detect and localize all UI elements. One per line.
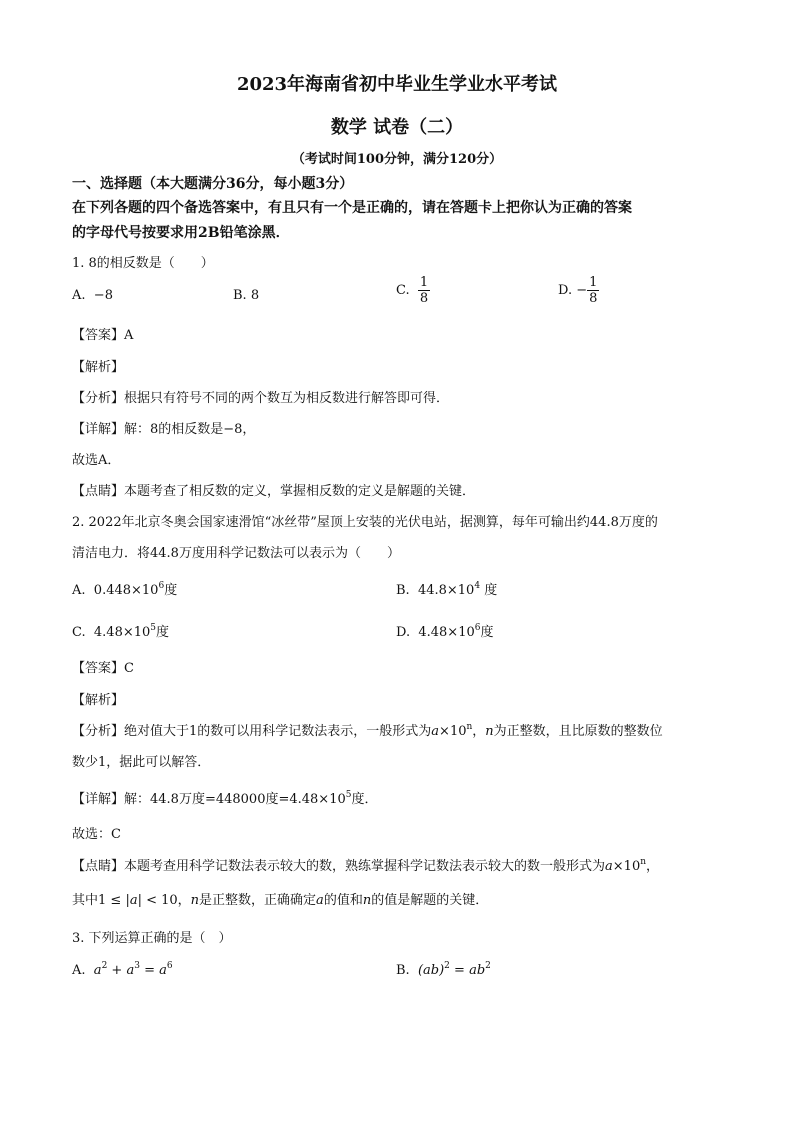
q2-option-c-base: 4.48×10	[93, 625, 151, 640]
q2-option-c-label: C.	[72, 625, 86, 640]
q3-option-b-exp1: 2	[444, 961, 450, 971]
q2-option-b-unit: 度	[484, 583, 498, 598]
q1-option-b	[233, 288, 259, 303]
q3-option-a-exp3: 6	[166, 961, 173, 971]
q2-fenxi-times: ×10	[439, 724, 467, 739]
q2-answer: 【答案】C	[72, 661, 134, 676]
section-instruction-line1: 在下列各题的四个备选答案中，有且只有一个是正确的，请在答题卡上把你认为正确的答案	[72, 200, 632, 216]
exam-title: 2023年海南省初中毕业生学业水平考试	[236, 74, 558, 95]
q1-remark: 【点睛】本题考查了相反数的定义，掌握相反数的定义是解题的关键．	[72, 484, 476, 499]
q2-fenxi-var-n: n	[485, 724, 494, 739]
q2-detail-unit: 度．	[351, 792, 378, 807]
q1-option-b-text: 8	[250, 288, 260, 303]
q1-option-b-label: B.	[233, 288, 247, 303]
q1-option-a-text: −8	[93, 288, 113, 303]
q2-option-d-exponent: 6	[474, 623, 481, 633]
q2-remark-line2	[72, 889, 488, 908]
q1-choice: 故选A．	[72, 453, 121, 468]
q3-option-b-equals: =	[449, 963, 470, 978]
exam-info: （考试时间100分钟，满分120分）	[291, 152, 503, 167]
q2-remark-var-n2: n	[362, 893, 372, 908]
q1-option-d	[558, 275, 599, 306]
q2-option-d-base: 4.48×10	[418, 625, 475, 640]
q3-option-a-label: A.	[72, 963, 86, 978]
q1-option-d-sign: −	[576, 283, 588, 298]
q2-stem-line2: 清洁电力．将44.8万度用科学记数法可以表示为（ ）	[72, 546, 400, 561]
q1-analysis-tag: 【解析】	[72, 360, 125, 375]
q3-option-a-exp1: 2	[101, 961, 108, 971]
q1-detail: 【详解】解：8的相反数是−8，	[72, 422, 256, 437]
exam-subtitle: 数学 试卷（二）	[330, 117, 464, 138]
q1-option-c-label: C.	[396, 283, 410, 298]
q2-stem-line1: 2. 2022年北京冬奥会国家速滑馆“冰丝带”屋顶上安装的光伏电站，据测算，每年可输出约44.8万度的	[72, 515, 658, 530]
q2-remark-var-a2: a	[316, 893, 324, 908]
q2-remark-line1	[72, 855, 659, 874]
q2-fenxi-text: 【分析】绝对值大于1的数可以用科学记数法表示，一般形式为	[72, 724, 432, 739]
q3-option-b-label: B.	[396, 963, 410, 978]
q2-remark-abs-a: |a|	[125, 893, 142, 908]
q2-fenxi-exp-n: n	[466, 722, 473, 732]
q2-remark-text2: 是正整数，正确确定	[199, 893, 317, 908]
q1-option-d-numerator: 1	[589, 275, 598, 290]
q2-option-a-unit: 度	[164, 583, 178, 598]
q2-option-c-unit: 度	[156, 625, 170, 640]
q2-fenxi-line2: 数少1，据此可以解答．	[72, 755, 211, 770]
q1-answer: 【答案】A	[72, 328, 134, 343]
q1-option-c-numerator: 1	[419, 275, 429, 290]
q2-option-a-exponent: 6	[158, 581, 165, 591]
q1-option-d-label: D.	[558, 283, 573, 298]
q1-option-d-fraction	[587, 275, 599, 306]
q3-option-b-lhs: (ab)	[417, 963, 445, 978]
q2-option-d-unit: 度	[480, 625, 494, 640]
q3-option-a-term2: a	[126, 963, 135, 978]
q2-option-b	[396, 579, 497, 598]
q3-option-a-term1: a	[93, 963, 102, 978]
q2-fenxi-line1	[72, 720, 663, 739]
q3-option-b-rhs: ab	[469, 963, 486, 978]
q3-option-a-equals: =	[139, 963, 160, 978]
q2-remark-var-n: n	[190, 893, 200, 908]
q2-fenxi-text2: 为正整数，且比原数的整数位	[493, 724, 663, 739]
q2-fenxi-var-a: a	[431, 724, 440, 739]
q1-option-a	[72, 288, 113, 303]
q2-option-a-label: A.	[72, 583, 86, 598]
q2-remark-times: ×10	[612, 859, 641, 874]
q2-remark-text3: 的值和	[323, 893, 363, 908]
q2-remark-comma: ，	[646, 859, 660, 874]
q2-remark-text4: 的值是解题的关键．	[371, 893, 489, 908]
q1-option-c-fraction	[418, 275, 430, 306]
q2-option-a	[72, 579, 177, 598]
q1-stem: 1. 8的相反数是（ ）	[72, 256, 214, 271]
q2-detail-exponent: 5	[345, 790, 352, 800]
section-instruction-line2: 的字母代号按要求用2B铅笔涂黑．	[72, 225, 290, 241]
q3-stem: 3. 下列运算正确的是（ ）	[72, 931, 232, 946]
q2-remark-var-a: a	[605, 859, 613, 874]
section-heading: 一、选择题（本大题满分36分，每小题3分）	[72, 176, 354, 192]
q1-option-c	[396, 275, 430, 306]
q2-option-b-base: 44.8×10	[417, 583, 475, 598]
q3-option-a-term3: a	[159, 963, 167, 978]
q2-choice: 故选：C	[72, 827, 121, 842]
q3-option-a	[72, 963, 173, 978]
q3-option-a-plus: +	[107, 963, 127, 978]
q2-fenxi-comma: ，	[472, 724, 486, 739]
q1-fenxi: 【分析】根据只有符号不同的两个数互为相反数进行解答即可得．	[72, 391, 450, 406]
q1-option-a-label: A.	[72, 288, 86, 303]
q3-option-b-exp2: 2	[485, 961, 491, 971]
q2-remark-exp-n: n	[640, 857, 647, 867]
q1-option-c-denominator: 8	[419, 291, 429, 306]
q2-option-c-exponent: 5	[150, 623, 157, 633]
q2-detail-text: 【详解】解：44.8万度=448000度=4.48×10	[72, 792, 346, 807]
q2-option-a-base: 0.448×10	[93, 583, 159, 598]
q2-remark-text: 【点睛】本题考查用科学记数法表示较大的数，熟练掌握科学记数法表示较大的数一般形式为	[72, 859, 606, 874]
q2-detail	[72, 788, 378, 807]
q2-option-b-exponent: 4	[474, 581, 481, 591]
q2-option-c	[72, 621, 169, 640]
q2-remark-ineq-left: 其中1 ≤	[72, 893, 126, 908]
q2-analysis-tag: 【解析】	[72, 693, 125, 708]
q3-option-a-exp2: 3	[134, 961, 140, 971]
q2-option-d-label: D.	[396, 625, 411, 640]
q2-remark-ineq-right: < 10，	[141, 893, 191, 908]
q2-option-d	[396, 621, 494, 640]
q2-option-b-label: B.	[396, 583, 410, 598]
q1-option-d-denominator: 8	[589, 291, 598, 306]
q3-option-b	[396, 963, 491, 978]
